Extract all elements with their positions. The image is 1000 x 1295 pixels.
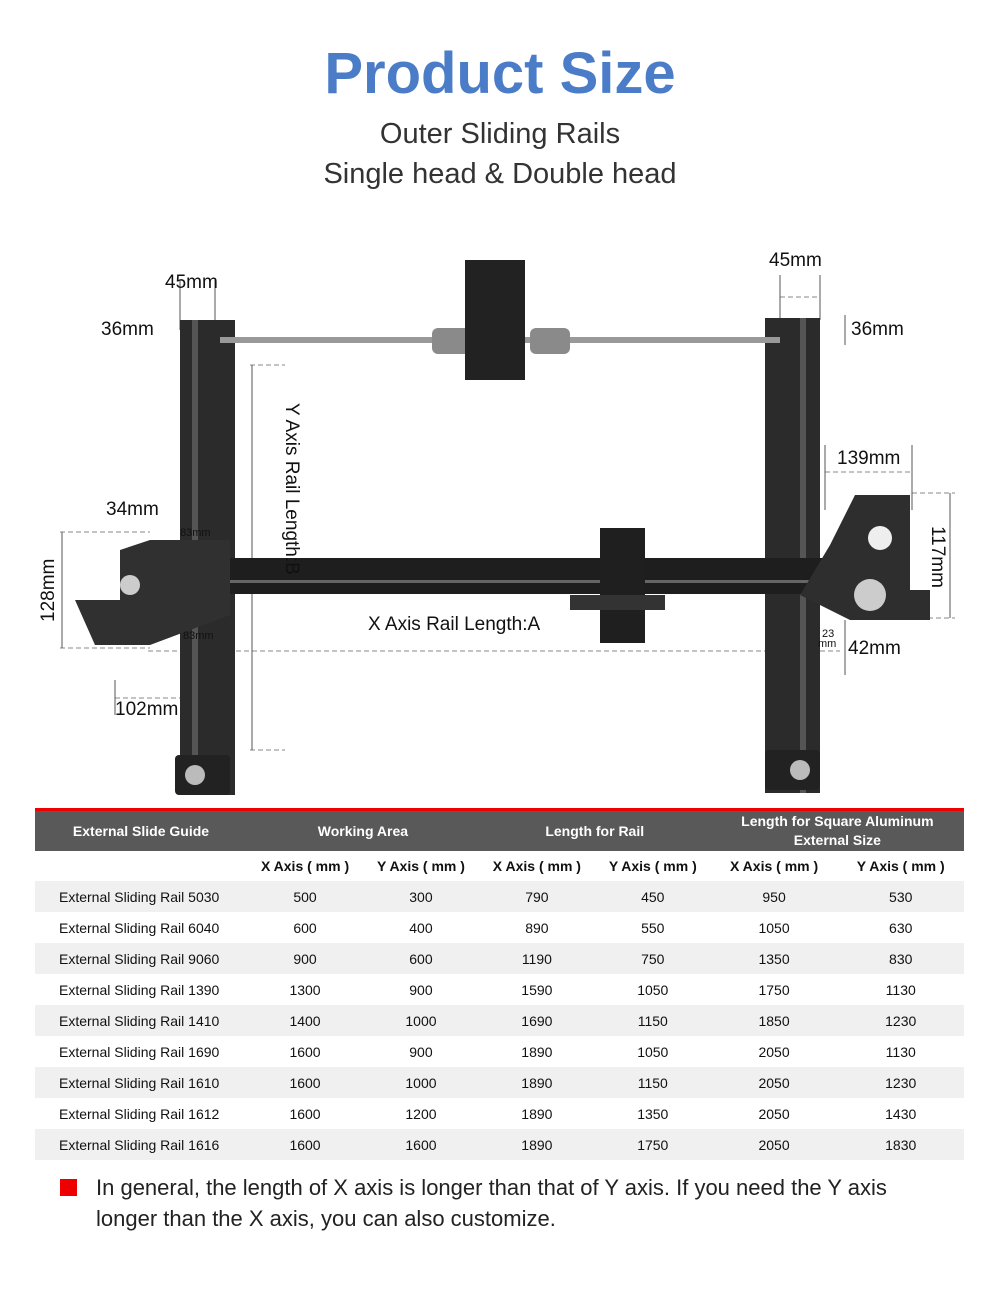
value-cell: 1400 — [247, 1005, 363, 1036]
rail-model-cell: External Sliding Rail 6040 — [59, 919, 220, 936]
dim-128: 128mm — [38, 558, 59, 622]
red-square-bullet-icon — [60, 1179, 77, 1196]
value-cell: 890 — [525, 919, 549, 936]
top-motor — [465, 260, 525, 380]
value-cell: 1890 — [521, 1043, 553, 1060]
value-cell: 550 — [641, 919, 665, 936]
value-cell: 1890 — [479, 1129, 595, 1160]
dim-top-left-36: 36mm — [101, 319, 154, 340]
machine-diagram — [0, 240, 1000, 805]
value-cell: 1850 — [711, 1005, 838, 1036]
header-aluminum-line1: Length for Square Aluminum — [741, 813, 934, 829]
table-row — [35, 912, 964, 943]
dim-top-right-36: 36mm — [851, 319, 904, 340]
dim-139: 139mm — [837, 448, 901, 469]
y-axis-rail-length-label: Y Axis Rail Length:B — [281, 403, 302, 575]
value-cell: 450 — [595, 881, 711, 912]
header-working-area: Working Area — [247, 810, 479, 852]
table-row — [35, 1067, 964, 1098]
value-cell: 790 — [479, 881, 595, 912]
value-cell: 1890 — [521, 1105, 553, 1122]
header-aluminum-line2: External Size — [793, 832, 881, 848]
axis-header: X Axis ( mm ) — [260, 858, 350, 874]
table-row — [35, 1098, 964, 1129]
laser-head-carriage — [600, 528, 645, 643]
value-cell: 900 — [409, 1043, 433, 1060]
rail-model-cell: External Sliding Rail 1612 — [59, 1105, 220, 1122]
value-cell: 1600 — [363, 1129, 479, 1160]
value-cell: 2050 — [711, 1129, 838, 1160]
value-cell: 1750 — [758, 981, 790, 998]
table-row — [35, 974, 964, 1005]
size-table — [35, 808, 964, 1160]
value-cell: 2050 — [711, 1067, 838, 1098]
value-cell: 1000 — [363, 1067, 479, 1098]
dim-top-left-45: 45mm — [165, 272, 218, 293]
header-aluminum-size — [711, 810, 964, 852]
value-cell: 300 — [363, 881, 479, 912]
dim-23-unit: mm — [818, 638, 837, 650]
value-cell: 2050 — [758, 1043, 790, 1060]
value-cell: 1600 — [247, 1067, 363, 1098]
dim-83-top: 83mm — [180, 527, 211, 539]
dim-34: 34mm — [106, 499, 159, 520]
value-cell: 1890 — [479, 1067, 595, 1098]
value-cell: 400 — [409, 919, 433, 936]
value-cell: 1200 — [405, 1105, 437, 1122]
axis-header-row — [35, 851, 964, 881]
value-cell: 1750 — [595, 1129, 711, 1160]
value-cell: 1150 — [595, 1005, 711, 1036]
dim-42: 42mm — [848, 638, 901, 659]
value-cell: 1600 — [289, 1043, 321, 1060]
rail-model-cell: External Sliding Rail 9060 — [35, 943, 247, 974]
value-cell: 600 — [363, 943, 479, 974]
axis-header: Y Axis ( mm ) — [376, 858, 465, 874]
table-row — [35, 881, 964, 912]
table-row — [35, 1129, 964, 1160]
value-cell: 1300 — [289, 981, 321, 998]
value-cell: 1600 — [289, 1105, 321, 1122]
value-cell: 1350 — [711, 943, 838, 974]
table-row — [35, 1036, 964, 1067]
value-cell: 1150 — [595, 1067, 711, 1098]
value-cell: 1590 — [521, 981, 553, 998]
customization-note: In general, the length of X axis is longer than that of Y axis. If you need the Y axis longer than the X axis, you can also customize. — [96, 1175, 887, 1231]
rail-model-cell: External Sliding Rail 1390 — [59, 981, 220, 998]
rail-model-cell: External Sliding Rail 1690 — [59, 1043, 220, 1060]
rail-model-cell: External Sliding Rail 1610 — [35, 1067, 247, 1098]
axis-header: Y Axis ( mm ) — [608, 858, 697, 874]
value-cell: 1130 — [885, 981, 916, 998]
dim-83-bottom: 83mm — [183, 630, 214, 642]
value-cell: 530 — [837, 881, 964, 912]
axis-header: X Axis ( mm ) — [729, 858, 819, 874]
value-cell: 1350 — [637, 1105, 669, 1122]
page-title: Product Size — [324, 41, 676, 106]
value-cell: 1050 — [637, 981, 669, 998]
value-cell: 1000 — [363, 1005, 479, 1036]
x-axis-rail-length-label: X Axis Rail Length:A — [368, 614, 541, 635]
value-cell: 1600 — [247, 1129, 363, 1160]
dim-23: 23 — [822, 628, 835, 640]
value-cell: 1190 — [479, 943, 595, 974]
subtitle-rails: Outer Sliding Rails — [379, 118, 621, 150]
value-cell: 2050 — [758, 1105, 790, 1122]
value-cell: 1130 — [885, 1043, 916, 1060]
value-cell: 600 — [293, 919, 317, 936]
value-cell: 1430 — [885, 1105, 917, 1122]
value-cell: 1050 — [758, 919, 790, 936]
subtitle-heads: Single head & Double head — [323, 158, 677, 190]
value-cell: 1050 — [637, 1043, 669, 1060]
right-y-rail — [765, 318, 820, 793]
rail-model-cell: External Sliding Rail 1410 — [35, 1005, 247, 1036]
value-cell: 500 — [247, 881, 363, 912]
dim-102: 102mm — [115, 699, 179, 720]
rail-model-cell: External Sliding Rail 5030 — [35, 881, 247, 912]
value-cell: 1230 — [837, 1067, 964, 1098]
dim-117: 117mm — [927, 526, 948, 588]
value-cell: 830 — [837, 943, 964, 974]
header-rail-length: Length for Rail — [479, 810, 711, 852]
value-cell: 900 — [409, 981, 433, 998]
axis-header: X Axis ( mm ) — [492, 858, 581, 874]
value-cell: 1830 — [837, 1129, 964, 1160]
value-cell: 1230 — [837, 1005, 964, 1036]
value-cell: 950 — [711, 881, 838, 912]
dim-top-right-45: 45mm — [769, 250, 822, 271]
value-cell: 630 — [889, 919, 913, 936]
rail-model-cell: External Sliding Rail 1616 — [35, 1129, 247, 1160]
value-cell: 900 — [247, 943, 363, 974]
table-row — [35, 1005, 964, 1036]
value-cell: 1690 — [479, 1005, 595, 1036]
table-row — [35, 943, 964, 974]
header-guide: External Slide Guide — [35, 810, 247, 852]
value-cell: 750 — [595, 943, 711, 974]
axis-header: Y Axis ( mm ) — [856, 858, 945, 874]
